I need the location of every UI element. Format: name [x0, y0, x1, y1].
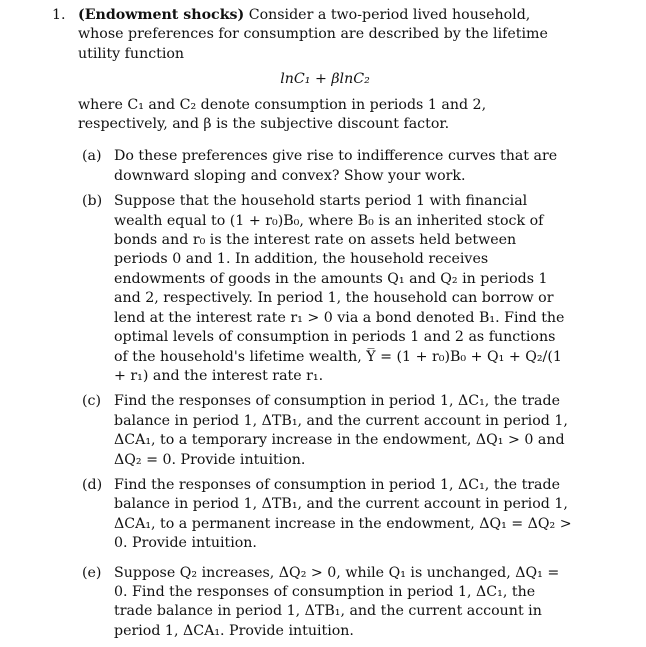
- part-label: (d): [82, 476, 103, 493]
- problem-title: (Endowment shocks): [78, 7, 245, 23]
- part-b: [52, 192, 572, 386]
- part-text: Find the responses of consumption in period 1, ΔC₁, the trade balance in period 1, ΔTB₁, and the current account in period 1, ΔCA₁, to a permanent increase in the endowment, ΔQ₁ = ΔQ₂ > 0. Provide intuition.: [114, 476, 572, 552]
- problem-intro: Consider a two-period lived household, whose preferences for consumption are described by the lifetime utility function: [78, 7, 548, 62]
- part-e: [52, 564, 572, 642]
- part-text: Find the responses of consumption in period 1, ΔC₁, the trade balance in period 1, ΔTB₁, and the current account in period 1, ΔCA₁, to a temporary increase in the endowment, ΔQ₁ > 0 and ΔQ₂ = 0. Provide intuition.: [114, 393, 568, 468]
- part-c: [52, 392, 572, 470]
- part-label: (e): [82, 564, 102, 581]
- part-label: (c): [82, 393, 102, 410]
- problem-1: [52, 6, 572, 647]
- problem-header: [52, 6, 572, 64]
- part-text: Suppose Q₂ increases, ΔQ₂ > 0, while Q₁ is unchanged, ΔQ₁ = 0. Find the responses of consumption in period 1, ΔC₁, the trade balance in period 1, ΔTB₁, and the current account in period 1, ΔCA₁. Provide intuition.: [114, 564, 560, 639]
- part-a: [52, 147, 572, 186]
- part-label: (b): [82, 193, 103, 210]
- utility-formula: lnC₁ + βlnC₂: [280, 71, 370, 88]
- part-label: (a): [82, 148, 102, 165]
- part-text: Do these preferences give rise to indifference curves that are downward sloping and convex? Show your work.: [114, 148, 558, 184]
- formula-explanation: where C₁ and C₂ denote consumption in periods 1 and 2, respectively, and β is the subjective discount factor.: [78, 96, 487, 133]
- part-d: [52, 476, 572, 554]
- subquestions: [52, 147, 572, 641]
- part-text: Suppose that the household starts period 1 with financial wealth equal to (1 + r₀)B₀, where B₀ is an inherited stock of bonds and r₀ is the interest rate on assets held between periods 0 and 1. In addition, the household receives endowments of goods in the amounts Q₁ and Q₂ in periods 1 and 2, respectively. In period 1, the household can borrow or lend at the interest rate r₁ > 0 via a bond denoted B₁. Find the optimal levels of consumption in periods 1 and 2 as functions of the household's lifetime wealth, Y̅ = (1 + r₀)B₀ + Q₁ + Q₂/(1 + r₁) and the interest rate r₁.: [114, 193, 565, 384]
- problem-number: 1.: [52, 7, 66, 23]
